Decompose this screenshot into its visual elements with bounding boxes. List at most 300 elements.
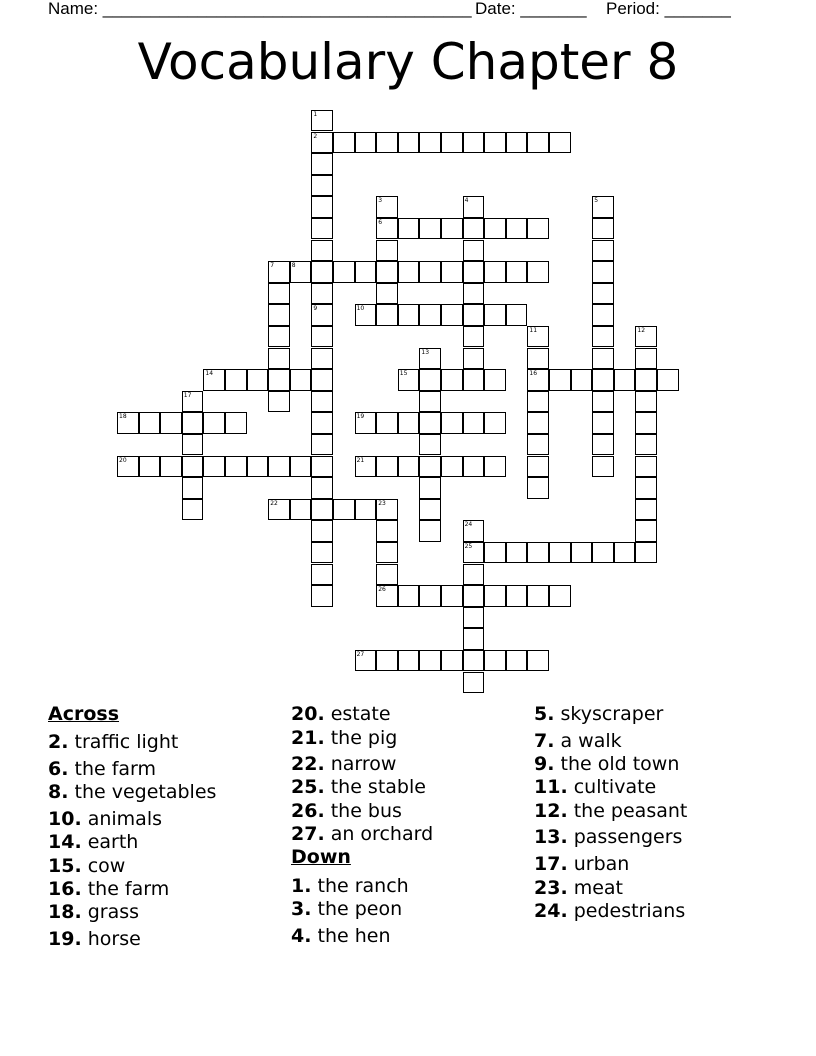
grid-cell[interactable] <box>419 391 441 413</box>
clue-item-number: 4. <box>291 925 312 947</box>
grid-cell[interactable] <box>376 499 398 521</box>
grid-cell[interactable] <box>376 261 398 283</box>
clue-item-text: meat <box>567 877 624 899</box>
grid-cell[interactable] <box>463 456 485 478</box>
clue-item <box>48 808 162 830</box>
grid-cell[interactable] <box>311 348 333 370</box>
clue-item <box>48 758 156 780</box>
grid-cell[interactable] <box>463 304 485 326</box>
grid-cell[interactable] <box>203 369 225 391</box>
grid-cell[interactable] <box>463 520 485 542</box>
clue-item-text: the farm <box>68 758 157 780</box>
grid-cell[interactable] <box>355 456 377 478</box>
clue-number: 1 <box>313 110 318 118</box>
grid-cell[interactable] <box>506 132 528 154</box>
grid-cell[interactable] <box>376 283 398 305</box>
grid-cell[interactable] <box>311 326 333 348</box>
clue-number: 10 <box>356 305 365 313</box>
grid-cell[interactable] <box>592 348 614 370</box>
grid-cell[interactable] <box>311 196 333 218</box>
grid-cell[interactable] <box>268 283 290 305</box>
clue-item <box>534 877 623 899</box>
grid-cell[interactable] <box>290 499 312 521</box>
grid-cell[interactable] <box>635 412 657 434</box>
grid-cell[interactable] <box>592 369 614 391</box>
grid-cell[interactable] <box>419 218 441 240</box>
grid-cell[interactable] <box>419 369 441 391</box>
clue-item-number: 2. <box>48 731 69 753</box>
clue-number: 12 <box>637 326 646 334</box>
grid-cell[interactable] <box>182 434 204 456</box>
grid-cell[interactable] <box>463 348 485 370</box>
clue-item <box>291 703 391 725</box>
clue-number: 8 <box>291 262 296 270</box>
clue-item-number: 14. <box>48 831 82 853</box>
grid-cell[interactable] <box>333 499 355 521</box>
grid-cell[interactable] <box>376 218 398 240</box>
grid-cell[interactable] <box>571 369 593 391</box>
clue-item <box>534 900 685 922</box>
grid-cell[interactable] <box>311 132 333 154</box>
grid-cell[interactable] <box>376 304 398 326</box>
grid-cell[interactable] <box>592 391 614 413</box>
grid-cell[interactable] <box>139 456 161 478</box>
clue-item-number: 15. <box>48 855 82 877</box>
grid-cell[interactable] <box>527 477 549 499</box>
clue-item-number: 16. <box>48 878 82 900</box>
grid-cell[interactable] <box>441 304 463 326</box>
grid-cell[interactable] <box>592 456 614 478</box>
clue-number: 24 <box>464 521 473 529</box>
grid-cell[interactable] <box>311 434 333 456</box>
grid-cell[interactable] <box>527 348 549 370</box>
grid-cell[interactable] <box>311 175 333 197</box>
grid-cell[interactable] <box>527 261 549 283</box>
grid-cell[interactable] <box>506 218 528 240</box>
clue-number: 23 <box>378 499 386 507</box>
grid-cell[interactable] <box>506 304 528 326</box>
grid-cell[interactable] <box>592 283 614 305</box>
grid-cell[interactable] <box>160 456 182 478</box>
clue-item <box>534 853 629 875</box>
clue-number: 11 <box>529 326 538 334</box>
grid-cell[interactable] <box>355 132 377 154</box>
grid-cell[interactable] <box>484 304 506 326</box>
grid-cell[interactable] <box>398 585 420 607</box>
grid-cell[interactable] <box>182 477 204 499</box>
grid-cell[interactable] <box>311 456 333 478</box>
grid-cell[interactable] <box>311 564 333 586</box>
name-field[interactable]: Name: _______________________________________ <box>48 0 472 18</box>
grid-cell[interactable] <box>376 650 398 672</box>
grid-cell[interactable] <box>182 499 204 521</box>
grid-cell[interactable] <box>290 456 312 478</box>
grid-cell[interactable] <box>527 369 549 391</box>
clue-item-text: the old town <box>554 753 680 775</box>
grid-cell[interactable] <box>355 304 377 326</box>
grid-cell[interactable] <box>484 261 506 283</box>
clue-item-number: 7. <box>534 730 555 752</box>
grid-cell[interactable] <box>635 456 657 478</box>
grid-cell[interactable] <box>311 261 333 283</box>
grid-cell[interactable] <box>419 434 441 456</box>
clue-item-number: 26. <box>291 800 325 822</box>
grid-cell[interactable] <box>268 261 290 283</box>
grid-cell[interactable] <box>635 434 657 456</box>
grid-cell[interactable] <box>203 412 225 434</box>
grid-cell[interactable] <box>635 520 657 542</box>
clue-item-text: skyscraper <box>554 703 664 725</box>
clue-item <box>48 831 138 853</box>
grid-cell[interactable] <box>614 369 636 391</box>
grid-cell[interactable] <box>463 132 485 154</box>
grid-cell[interactable] <box>635 369 657 391</box>
clue-item <box>291 875 409 897</box>
grid-cell[interactable] <box>592 240 614 262</box>
grid-cell[interactable] <box>592 218 614 240</box>
clue-number: 19 <box>356 413 365 421</box>
grid-cell[interactable] <box>117 456 139 478</box>
grid-cell[interactable] <box>311 153 333 175</box>
grid-cell[interactable] <box>527 391 549 413</box>
grid-cell[interactable] <box>376 240 398 262</box>
clue-item-number: 9. <box>534 753 555 775</box>
grid-cell[interactable] <box>463 261 485 283</box>
clue-item-number: 5. <box>534 703 555 725</box>
clue-number: 17 <box>183 391 192 399</box>
grid-cell[interactable] <box>419 499 441 521</box>
across-heading: Across <box>48 703 120 725</box>
grid-cell[interactable] <box>117 412 139 434</box>
clue-item-text: pedestrians <box>567 900 686 922</box>
clue-item-number: 24. <box>534 900 568 922</box>
grid-cell[interactable] <box>268 326 290 348</box>
grid-cell[interactable] <box>592 304 614 326</box>
clue-number: 7 <box>270 262 275 270</box>
grid-cell[interactable] <box>398 218 420 240</box>
grid-cell[interactable] <box>484 369 506 391</box>
clue-item-number: 6. <box>48 758 69 780</box>
grid-cell[interactable] <box>311 412 333 434</box>
clue-number: 3 <box>378 197 383 205</box>
grid-cell[interactable] <box>592 326 614 348</box>
grid-cell[interactable] <box>506 261 528 283</box>
clue-number: 21 <box>356 456 365 464</box>
clue-item-text: a walk <box>554 730 622 752</box>
clue-item-number: 20. <box>291 703 325 725</box>
grid-cell[interactable] <box>441 218 463 240</box>
grid-cell[interactable] <box>225 412 247 434</box>
grid-cell[interactable] <box>592 542 614 564</box>
grid-cell[interactable] <box>376 196 398 218</box>
grid-cell[interactable] <box>527 218 549 240</box>
clue-item-number: 25. <box>291 776 325 798</box>
grid-cell[interactable] <box>635 391 657 413</box>
clue-item-number: 17. <box>534 853 568 875</box>
grid-cell[interactable] <box>463 650 485 672</box>
clue-item-number: 11. <box>534 776 568 798</box>
grid-cell[interactable] <box>182 412 204 434</box>
grid-cell[interactable] <box>311 391 333 413</box>
clue-number: 15 <box>399 370 408 378</box>
clue-number: 27 <box>356 650 365 658</box>
clue-number: 14 <box>205 370 214 378</box>
clue-item-text: narrow <box>324 753 397 775</box>
clue-number: 5 <box>594 197 599 205</box>
clue-item-text: traffic light <box>68 731 179 753</box>
clue-item <box>291 898 402 920</box>
clue-item-number: 1. <box>291 875 312 897</box>
grid-cell[interactable] <box>419 650 441 672</box>
grid-cell[interactable] <box>376 412 398 434</box>
grid-cell[interactable] <box>484 650 506 672</box>
grid-cell[interactable] <box>549 369 571 391</box>
grid-cell[interactable] <box>635 348 657 370</box>
grid-cell[interactable] <box>333 132 355 154</box>
grid-cell[interactable] <box>398 456 420 478</box>
clue-item <box>534 800 687 822</box>
grid-cell[interactable] <box>355 412 377 434</box>
grid-cell[interactable] <box>311 110 333 132</box>
clue-number: 22 <box>270 499 278 507</box>
grid-cell[interactable] <box>311 477 333 499</box>
grid-cell[interactable] <box>484 456 506 478</box>
clue-item-number: 10. <box>48 808 82 830</box>
grid-cell[interactable] <box>182 391 204 413</box>
grid-cell[interactable] <box>484 542 506 564</box>
grid-cell[interactable] <box>225 456 247 478</box>
grid-cell[interactable] <box>484 218 506 240</box>
clue-item-text: grass <box>81 901 140 923</box>
grid-cell[interactable] <box>419 132 441 154</box>
clue-item-text: the bus <box>324 800 402 822</box>
page-title: Vocabulary Chapter 8 <box>137 33 679 91</box>
grid-cell[interactable] <box>441 132 463 154</box>
grid-cell[interactable] <box>419 585 441 607</box>
clue-item-text: animals <box>81 808 163 830</box>
grid-cell[interactable] <box>527 456 549 478</box>
grid-cell[interactable] <box>376 456 398 478</box>
grid-cell[interactable] <box>268 304 290 326</box>
grid-cell[interactable] <box>441 261 463 283</box>
grid-cell[interactable] <box>398 261 420 283</box>
grid-cell[interactable] <box>268 369 290 391</box>
grid-cell[interactable] <box>398 132 420 154</box>
clue-item-text: the stable <box>324 776 426 798</box>
grid-cell[interactable] <box>311 542 333 564</box>
grid-cell[interactable] <box>419 456 441 478</box>
grid-cell[interactable] <box>614 542 636 564</box>
grid-cell[interactable] <box>527 434 549 456</box>
clue-item-text: the farm <box>81 878 170 900</box>
clue-item-text: urban <box>567 853 630 875</box>
grid-cell[interactable] <box>376 585 398 607</box>
grid-cell[interactable] <box>376 132 398 154</box>
grid-cell[interactable] <box>398 369 420 391</box>
grid-cell[interactable] <box>441 585 463 607</box>
grid-cell[interactable] <box>463 585 485 607</box>
clue-item-number: 21. <box>291 727 325 749</box>
grid-cell[interactable] <box>484 412 506 434</box>
clue-item <box>48 781 216 803</box>
grid-cell[interactable] <box>376 542 398 564</box>
grid-cell[interactable] <box>441 456 463 478</box>
grid-cell[interactable] <box>311 218 333 240</box>
grid-cell[interactable] <box>527 542 549 564</box>
clue-number: 16 <box>529 370 538 378</box>
date-field[interactable]: Date: _______ <box>475 0 587 18</box>
grid-cell[interactable] <box>419 348 441 370</box>
grid-cell[interactable] <box>592 434 614 456</box>
clue-item-number: 8. <box>48 781 69 803</box>
grid-cell[interactable] <box>506 585 528 607</box>
grid-cell[interactable] <box>463 564 485 586</box>
grid-cell[interactable] <box>506 542 528 564</box>
clue-item-text: earth <box>81 831 139 853</box>
grid-cell[interactable] <box>311 499 333 521</box>
grid-cell[interactable] <box>398 304 420 326</box>
clue-item <box>48 928 141 950</box>
grid-cell[interactable] <box>463 628 485 650</box>
grid-cell[interactable] <box>311 240 333 262</box>
grid-cell[interactable] <box>463 196 485 218</box>
grid-cell[interactable] <box>268 499 290 521</box>
grid-cell[interactable] <box>419 520 441 542</box>
grid-cell[interactable] <box>592 196 614 218</box>
clue-item-number: 23. <box>534 877 568 899</box>
grid-cell[interactable] <box>592 412 614 434</box>
clue-number: 9 <box>313 305 318 313</box>
grid-cell[interactable] <box>549 132 571 154</box>
grid-cell[interactable] <box>355 499 377 521</box>
grid-cell[interactable] <box>419 304 441 326</box>
grid-cell[interactable] <box>463 369 485 391</box>
clue-item-number: 22. <box>291 753 325 775</box>
grid-cell[interactable] <box>635 542 657 564</box>
grid-cell[interactable] <box>463 218 485 240</box>
grid-cell[interactable] <box>268 456 290 478</box>
grid-cell[interactable] <box>419 412 441 434</box>
clue-item-number: 3. <box>291 898 312 920</box>
grid-cell[interactable] <box>463 542 485 564</box>
grid-cell[interactable] <box>290 261 312 283</box>
clue-number: 25 <box>464 542 473 550</box>
grid-cell[interactable] <box>376 520 398 542</box>
grid-cell[interactable] <box>182 456 204 478</box>
grid-cell[interactable] <box>203 456 225 478</box>
grid-cell[interactable] <box>463 412 485 434</box>
clue-item-number: 27. <box>291 823 325 845</box>
grid-cell[interactable] <box>311 520 333 542</box>
clue-item <box>291 925 391 947</box>
clue-number: 2 <box>313 132 318 140</box>
clue-item-number: 19. <box>48 928 82 950</box>
clue-item-text: the ranch <box>311 875 409 897</box>
grid-cell[interactable] <box>398 412 420 434</box>
clue-number: 26 <box>378 586 386 594</box>
grid-cell[interactable] <box>225 369 247 391</box>
clue-item-text: estate <box>324 703 391 725</box>
grid-cell[interactable] <box>549 542 571 564</box>
grid-cell[interactable] <box>635 326 657 348</box>
grid-cell[interactable] <box>484 132 506 154</box>
clue-item-text: the vegetables <box>68 781 217 803</box>
clue-number: 4 <box>464 197 469 205</box>
grid-cell[interactable] <box>463 607 485 629</box>
clue-item <box>291 800 402 822</box>
grid-cell[interactable] <box>268 348 290 370</box>
grid-cell[interactable] <box>527 132 549 154</box>
grid-cell[interactable] <box>463 672 485 694</box>
grid-cell[interactable] <box>311 585 333 607</box>
grid-cell[interactable] <box>311 283 333 305</box>
clue-item-text: cow <box>81 855 126 877</box>
clue-item-text: cultivate <box>567 776 657 798</box>
grid-cell[interactable] <box>376 564 398 586</box>
grid-cell[interactable] <box>527 412 549 434</box>
grid-cell[interactable] <box>419 477 441 499</box>
clue-item-number: 18. <box>48 901 82 923</box>
grid-cell[interactable] <box>355 261 377 283</box>
grid-cell[interactable] <box>268 391 290 413</box>
clue-item-text: horse <box>81 928 141 950</box>
period-field[interactable]: Period: _______ <box>606 0 731 18</box>
clue-item <box>534 753 679 775</box>
grid-cell[interactable] <box>333 261 355 283</box>
grid-cell[interactable] <box>441 650 463 672</box>
clue-item <box>48 731 178 753</box>
grid-cell[interactable] <box>311 304 333 326</box>
grid-cell[interactable] <box>635 477 657 499</box>
clue-number: 20 <box>119 456 127 464</box>
grid-cell[interactable] <box>290 369 312 391</box>
grid-cell[interactable] <box>657 369 679 391</box>
grid-cell[interactable] <box>441 369 463 391</box>
grid-cell[interactable] <box>463 283 485 305</box>
grid-cell[interactable] <box>247 369 269 391</box>
grid-cell[interactable] <box>592 261 614 283</box>
grid-cell[interactable] <box>527 585 549 607</box>
grid-cell[interactable] <box>571 542 593 564</box>
grid-cell[interactable] <box>463 326 485 348</box>
grid-cell[interactable] <box>247 456 269 478</box>
grid-cell[interactable] <box>635 499 657 521</box>
clue-item <box>48 901 139 923</box>
grid-cell[interactable] <box>527 650 549 672</box>
clue-item <box>291 753 396 775</box>
grid-cell[interactable] <box>549 585 571 607</box>
grid-cell[interactable] <box>463 240 485 262</box>
grid-cell[interactable] <box>527 326 549 348</box>
grid-cell[interactable] <box>398 650 420 672</box>
grid-cell[interactable] <box>441 412 463 434</box>
grid-cell[interactable] <box>311 369 333 391</box>
clue-item-text: an orchard <box>324 823 434 845</box>
grid-cell[interactable] <box>160 412 182 434</box>
grid-cell[interactable] <box>419 261 441 283</box>
grid-cell[interactable] <box>355 650 377 672</box>
clue-item <box>291 776 426 798</box>
clue-item-number: 12. <box>534 800 568 822</box>
clue-heading: Down <box>291 846 351 868</box>
grid-cell[interactable] <box>484 585 506 607</box>
clue-number: 6 <box>378 218 383 226</box>
grid-cell[interactable] <box>139 412 161 434</box>
clue-item <box>291 727 397 749</box>
grid-cell[interactable] <box>506 650 528 672</box>
clue-item-text: the peon <box>311 898 403 920</box>
clue-item-number: 13. <box>534 826 568 848</box>
